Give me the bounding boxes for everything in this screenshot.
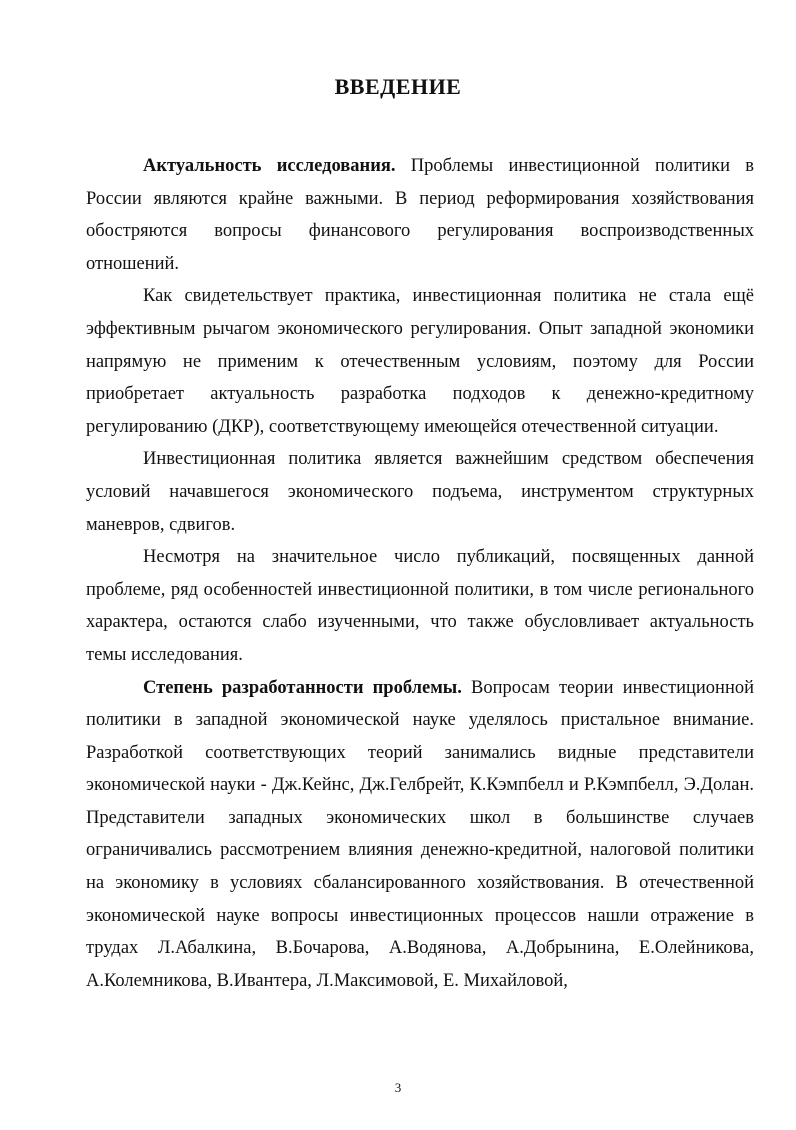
paragraph-text: Вопросам теории инвестиционной политики в западной экономической науке уделялось пристальное внимание. Разработкой соответствующих теорий занимались видные представители экономической науки - Дж.Кейнс, Дж.Гелбрейт, К.Кэмпбелл и Р.Кэмпбелл, Э.Долан. Представители западных экономических школ в большинстве случаев ограничивались рассмотрением влияния денежно-кредитной, налоговой политики на экономику в условиях сбалансированного хозяйствования. В отечественной экономической науке вопросы инвестиционных процессов нашли отражение в трудах Л.Абалкина, В.Бочарова, А.Водянова, А.Добрынина, Е.Олейникова, А.Колемникова, В.Ивантера, Л.Максимовой, Е. Михайловой, — [86, 677, 754, 991]
page-title: ВВЕДЕНИЕ — [334, 74, 462, 99]
document-body — [86, 150, 754, 997]
page-number: 3 — [394, 1080, 402, 1095]
paragraph-lead: Степень разработанности проблемы. — [143, 677, 462, 698]
paragraph-relevance — [86, 150, 754, 280]
paragraph-degree-of-development — [86, 672, 754, 998]
paragraph-publications — [86, 541, 754, 671]
paragraph-lead: Актуальность исследования. — [143, 156, 396, 176]
paragraph-text: Инвестиционная политика является важнейшим средством обеспечения условий начавшегося экономического подъема, инструментом структурных маневров, сдвигов. — [86, 449, 754, 535]
paragraph-investment-policy — [86, 443, 754, 541]
paragraph-text: Несмотря на значительное число публикаций, посвященных данной проблеме, ряд особенностей инвестиционной политики, в том числе регионального характера, остаются слабо изученными, что также обусловливает актуальность темы исследования. — [86, 547, 754, 665]
paragraph-practice — [86, 280, 754, 443]
paragraph-text: Проблемы инвестиционной политики в России являются крайне важными. В период реформирования хозяйствования обостряются вопросы финансового регулирования воспроизводственных отношений. — [86, 156, 754, 274]
paragraph-text: Как свидетельствует практика, инвестиционная политика не стала ещё эффективным рычагом экономического регулирования. Опыт западной экономики напрямую не применим к отечественным условиям, поэтому для России приобретает актуальность разработка подходов к денежно-кредитному регулированию (ДКР), соответствующему имеющейся отечественной ситуации. — [86, 286, 754, 437]
